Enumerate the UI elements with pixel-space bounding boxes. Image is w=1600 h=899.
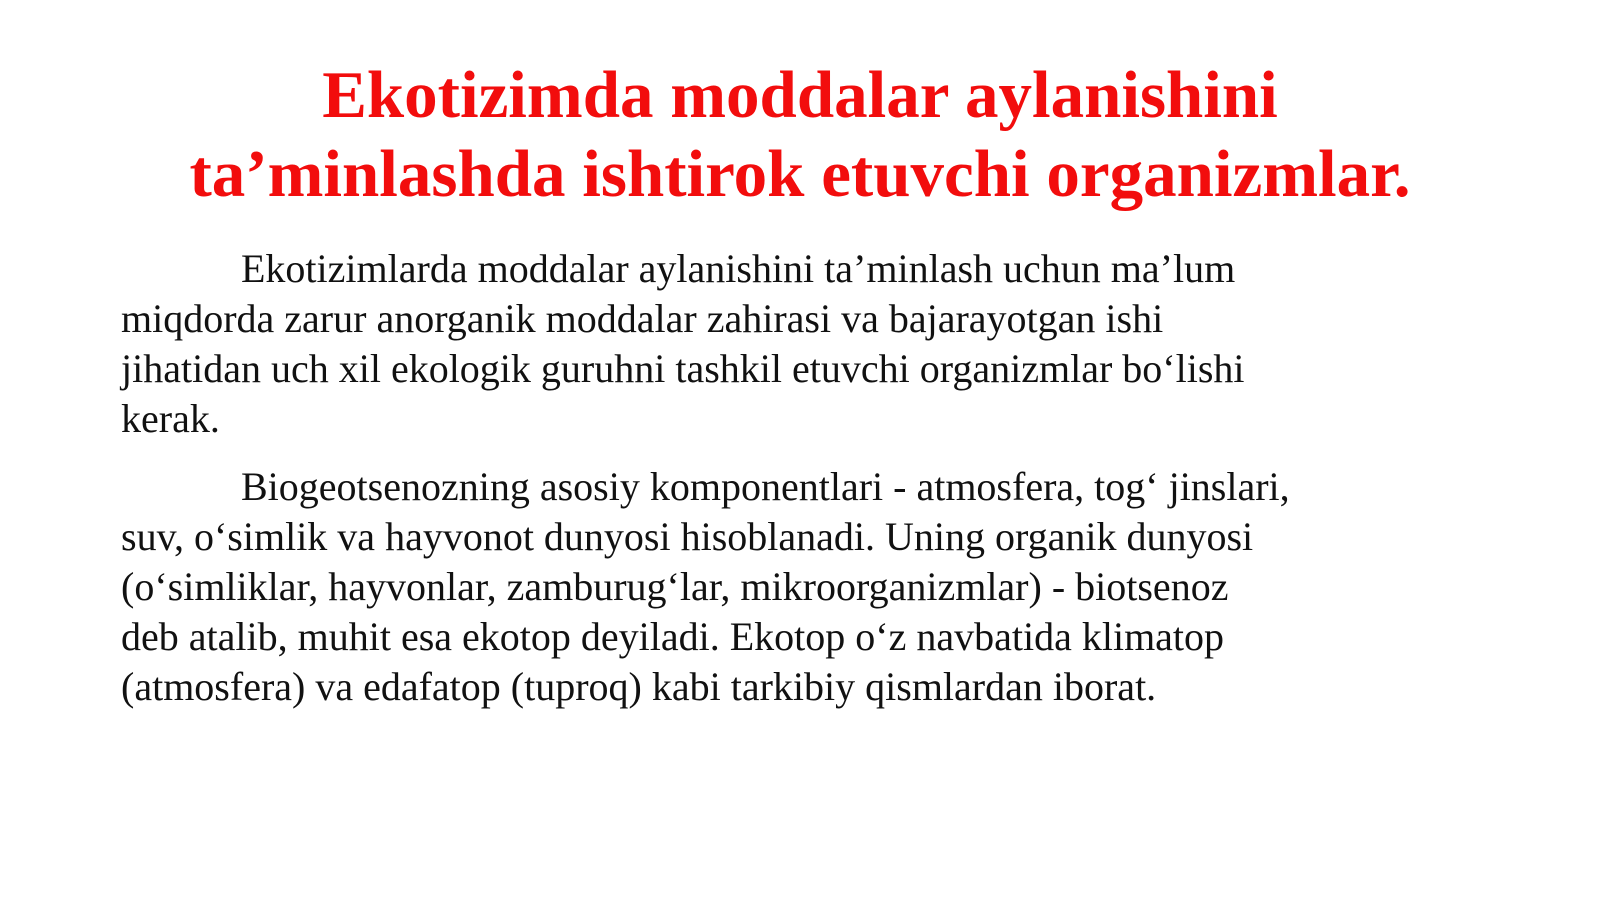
paragraph-2-line-5: (atmosfera) va edafatop (tuproq) kabi tarkibiy qismlardan iborat. xyxy=(121,664,1157,709)
slide-title-line-1: Ekotizimda moddalar aylanishini xyxy=(322,58,1278,132)
paragraph-1-line-4: kerak. xyxy=(121,396,220,441)
paragraph-1-line-3: jihatidan uch xil ekologik guruhni tashkil etuvchi organizmlar bo‘lishi xyxy=(121,346,1245,391)
paragraph-2-line-1: Biogeotsenozning asosiy komponentlari - atmosfera, tog‘ jinslari, xyxy=(241,464,1290,509)
paragraph-2-line-4: deb atalib, muhit esa ekotop deyiladi. Ekotop o‘z navbatida klimatop xyxy=(121,614,1225,659)
slide-title xyxy=(80,56,1520,214)
paragraph-2 xyxy=(121,462,1481,712)
slide-title-line-2: ta’minlashda ishtirok etuvchi organizmlar. xyxy=(189,137,1411,211)
slide-body xyxy=(121,244,1481,712)
paragraph-1-line-1: Ekotizimlarda moddalar aylanishini ta’minlash uchun ma’lum xyxy=(241,246,1236,291)
paragraph-2-line-2: suv, o‘simlik va hayvonot dunyosi hisoblanadi. Uning organik dunyosi xyxy=(121,514,1254,559)
paragraph-2-line-3: (o‘simliklar, hayvonlar, zamburug‘lar, mikroorganizmlar) - biotsenoz xyxy=(121,564,1229,609)
paragraph-1-line-2: miqdorda zarur anorganik moddalar zahirasi va bajarayotgan ishi xyxy=(121,296,1164,341)
paragraph-1 xyxy=(121,244,1481,444)
